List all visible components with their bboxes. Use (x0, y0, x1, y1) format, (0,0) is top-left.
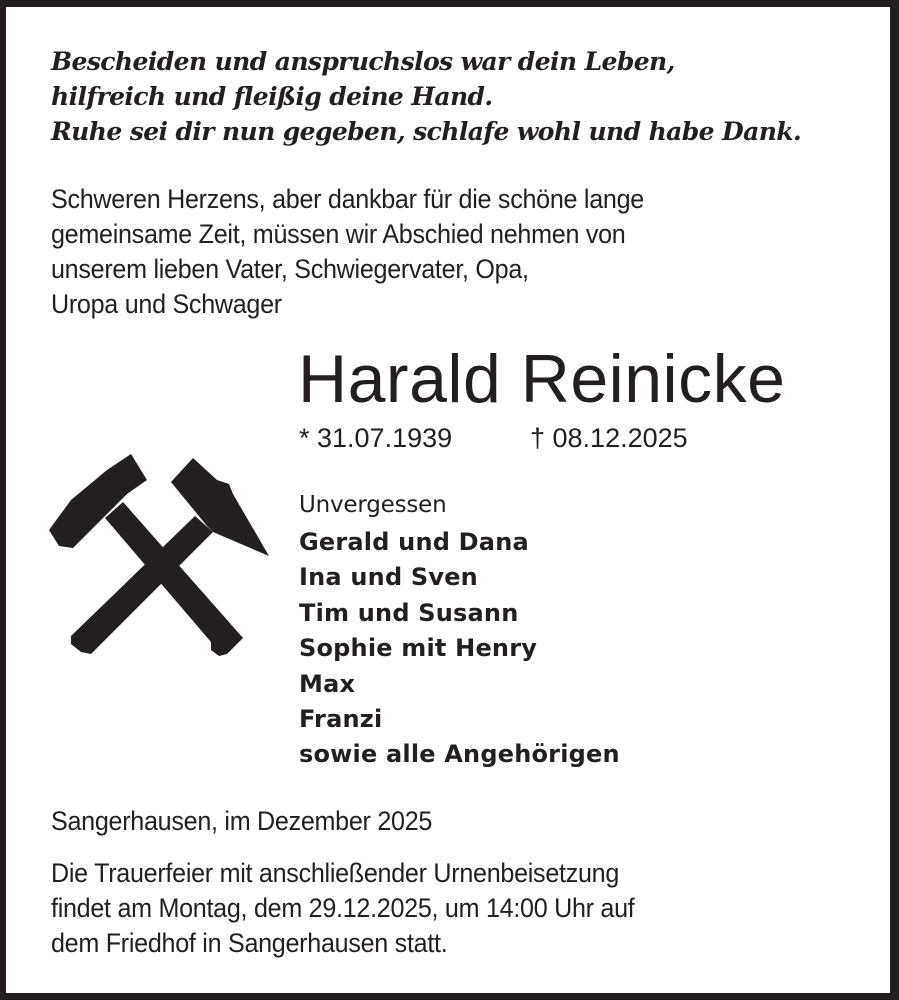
place-date: Sangerhausen, im Dezember 2025 (51, 806, 433, 836)
intro-line: gemeinsame Zeit, müssen wir Abschied nehmen von (51, 219, 626, 249)
death-date: † 08.12.2025 (530, 423, 688, 453)
intro-line: Schweren Herzens, aber dankbar für die schöne lange (51, 184, 644, 214)
verse-line: hilfreich und fleißig deine Hand. (51, 82, 493, 111)
intro-line: unserem lieben Vater, Schwiegervater, Opa, (51, 254, 529, 284)
service-line: Die Trauerfeier mit anschließender Urnenbeisetzung (51, 858, 620, 888)
mourner-name: Ina und Sven (299, 563, 478, 591)
mourner-name: Tim und Susann (299, 599, 519, 627)
crossed-hammers-icon (47, 452, 271, 660)
birth-date: * 31.07.1939 (299, 423, 453, 453)
mourner-name: Franzi (299, 705, 383, 733)
deceased-name: Harald Reinicke (298, 341, 786, 417)
verse-line: Bescheiden und anspruchslos war dein Leben, (51, 47, 675, 76)
mourner-name: Gerald und Dana (299, 528, 529, 556)
mourner-name: Max (299, 670, 356, 698)
intro-line: Uropa und Schwager (51, 289, 282, 319)
verse-line: Ruhe sei dir nun gegeben, schlafe wohl und habe Dank. (51, 117, 802, 146)
mourner-name: sowie alle Angehörigen (299, 740, 620, 768)
service-line: dem Friedhof in Sangerhausen statt. (51, 928, 448, 958)
mourners-heading: Unvergessen (299, 492, 447, 518)
mourner-name: Sophie mit Henry (299, 634, 538, 662)
service-line: findet am Montag, dem 29.12.2025, um 14:00 Uhr auf (51, 893, 635, 923)
